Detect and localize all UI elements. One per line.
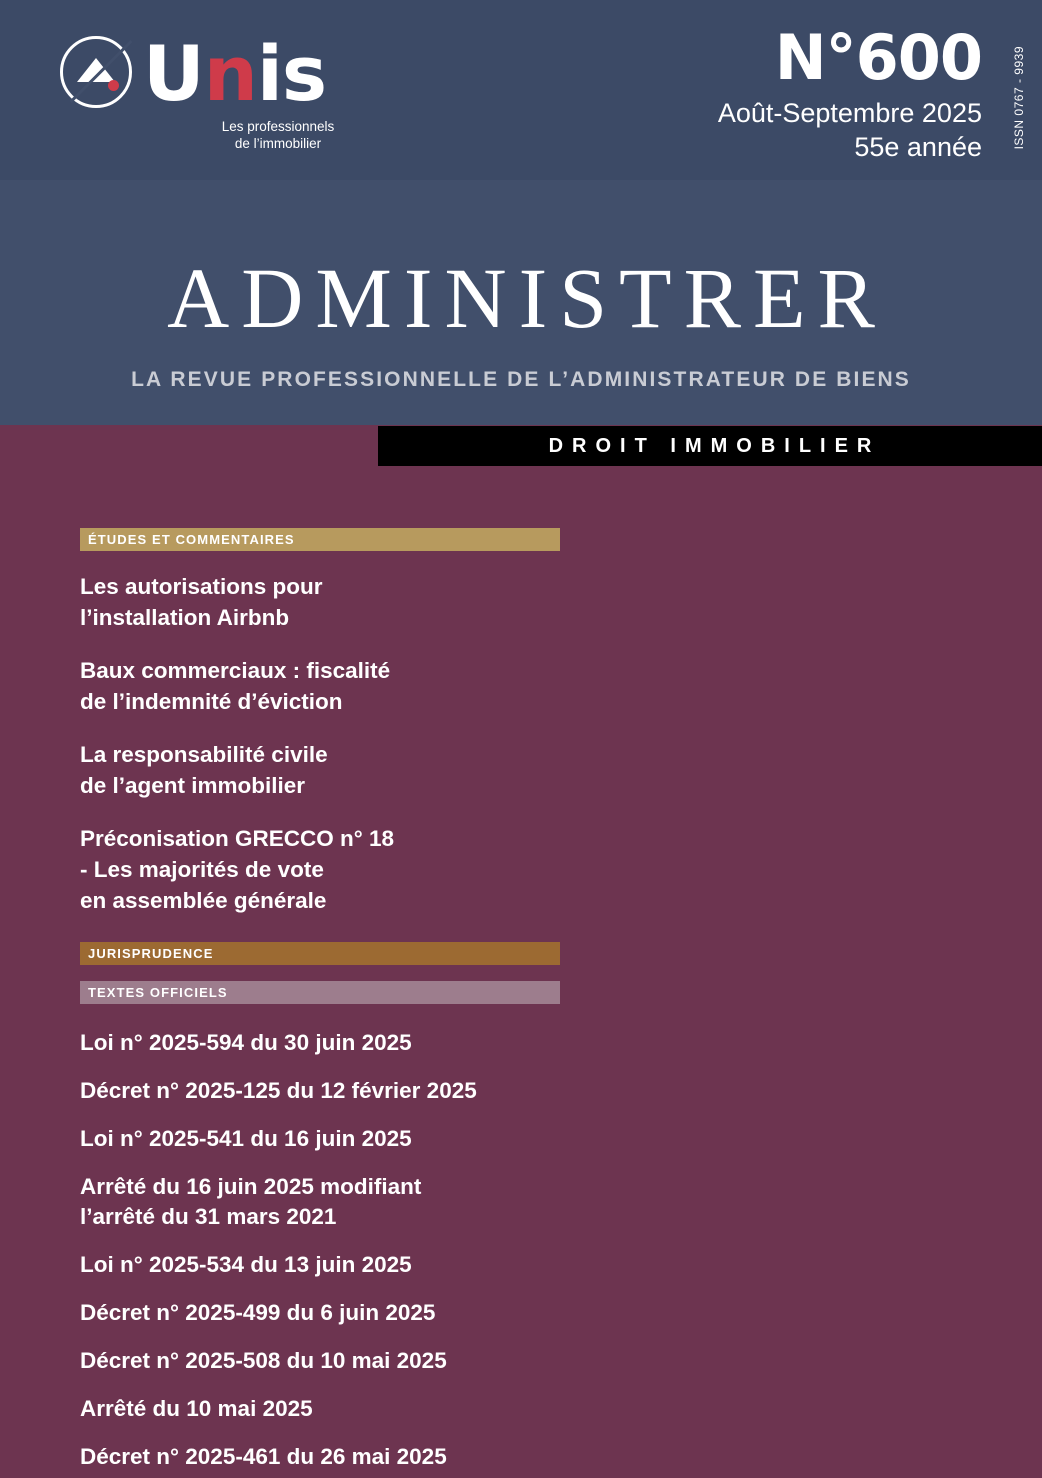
entry-line: La responsabilité civile: [80, 742, 328, 767]
magazine-subtitle: LA REVUE PROFESSIONNELLE DE L’ADMINISTRATEUR DE BIENS: [131, 368, 911, 391]
entry-line: Décret n° 2025-125 du 12 février 2025: [80, 1078, 477, 1103]
list-item: [80, 1442, 680, 1472]
unis-logo: [55, 30, 355, 160]
studies-list: [80, 571, 680, 916]
issue-info: [717, 21, 982, 164]
entry-line: l’arrêté du 31 mars 2021: [80, 1204, 337, 1229]
category-banner: [378, 426, 1042, 466]
textes-officiels-list: [80, 1028, 680, 1472]
issue-year: 55e année: [854, 132, 982, 162]
entry-line: Loi n° 2025-541 du 16 juin 2025: [80, 1126, 412, 1151]
entry-line: Arrêté du 10 mai 2025: [80, 1396, 313, 1421]
entry-line: en assemblée générale: [80, 888, 327, 913]
entry-line: l’installation Airbnb: [80, 605, 290, 630]
issue-number: N°600: [774, 21, 982, 94]
issue-date: Août-Septembre 2025: [717, 98, 982, 128]
entry-line: de l’agent immobilier: [80, 773, 306, 798]
section-header-studies: [80, 528, 560, 551]
list-item: [80, 1346, 680, 1376]
section-header-jurisprudence: [80, 942, 560, 965]
entry-line: de l’indemnité d’éviction: [80, 689, 343, 714]
list-item: [80, 823, 680, 916]
list-item: [80, 1394, 680, 1424]
list-item: [80, 1076, 680, 1106]
list-item: [80, 1250, 680, 1280]
entry-line: Baux commerciaux : fiscalité: [80, 658, 391, 683]
logo-red-dot: [108, 80, 119, 91]
section-header-studies-label: ÉTUDES ET COMMENTAIRES: [88, 532, 295, 547]
list-item: [80, 1124, 680, 1154]
entry-line: Préconisation GRECCO n° 18: [80, 826, 395, 851]
section-header-textes-officiels-label: TEXTES OFFICIELS: [88, 985, 228, 1000]
logo-tagline-line2: de l’immobilier: [234, 136, 322, 151]
entry-line: Décret n° 2025-499 du 6 juin 2025: [80, 1300, 436, 1325]
issn-code: ISSN 0767 - 9939: [1012, 46, 1026, 150]
list-item: [80, 571, 680, 633]
entry-line: Loi n° 2025-594 du 30 juin 2025: [80, 1030, 412, 1055]
entry-line: Les autorisations pour: [80, 574, 323, 599]
cover-contents: [80, 528, 680, 1478]
magazine-title: ADMINISTRER: [167, 250, 887, 346]
section-header-textes-officiels: [80, 981, 560, 1004]
entry-line: Arrêté du 16 juin 2025 modifiant: [80, 1174, 422, 1199]
list-item: [80, 739, 680, 801]
list-item: [80, 655, 680, 717]
category-banner-label: DROIT IMMOBILIER: [548, 435, 881, 457]
list-item: [80, 1028, 680, 1058]
entry-line: Décret n° 2025-461 du 26 mai 2025: [80, 1444, 447, 1469]
logo-tagline-line1: Les professionnels: [221, 119, 335, 134]
list-item: [80, 1298, 680, 1328]
section-header-jurisprudence-label: JURISPRUDENCE: [88, 946, 214, 961]
list-item: [80, 1172, 680, 1232]
logo-tagline: [188, 118, 368, 152]
entry-line: Décret n° 2025-508 du 10 mai 2025: [80, 1348, 447, 1373]
unis-house-logo-icon: [60, 36, 138, 114]
logo-wordmark: Unis: [143, 29, 327, 118]
entry-line: Loi n° 2025-534 du 13 juin 2025: [80, 1252, 412, 1277]
entry-line: - Les majorités de vote: [80, 857, 324, 882]
